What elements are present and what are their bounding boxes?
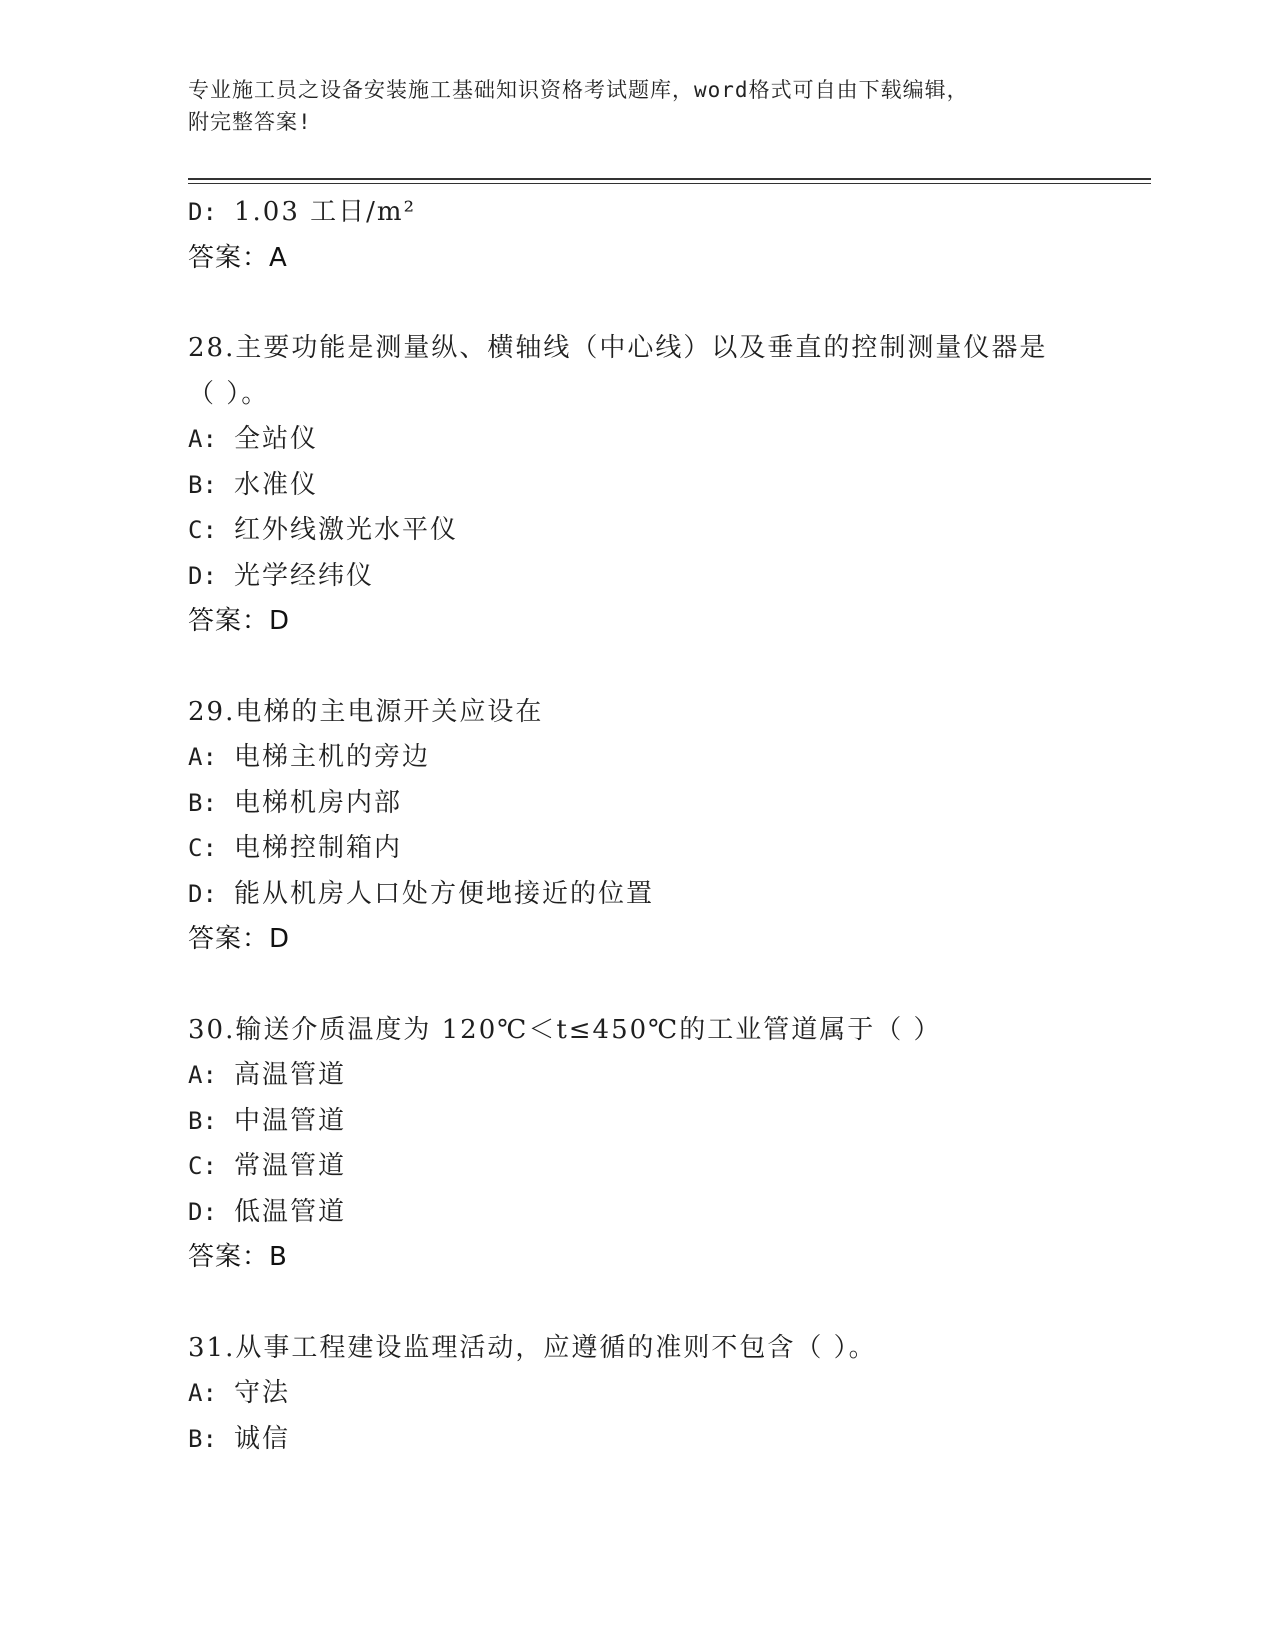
prev-option-d: [188, 190, 1118, 236]
spacer: [188, 963, 1118, 1008]
option-a: [188, 1053, 1118, 1099]
question-content: [188, 190, 1118, 1462]
question-31: [188, 1326, 1118, 1463]
question-29: [188, 690, 1118, 963]
option-key: B:: [188, 1106, 217, 1135]
option-text: 诚信: [234, 1423, 291, 1454]
page-header: [188, 74, 1068, 138]
option-d: [188, 872, 1118, 918]
header-divider-thick: [188, 178, 1151, 180]
header-divider-thin: [188, 183, 1151, 184]
spacer: [188, 645, 1118, 690]
option-text: 能从机房人口处方便地接近的位置: [234, 878, 655, 909]
option-text: 电梯控制箱内: [234, 833, 403, 863]
answer: 答案：D: [188, 924, 291, 954]
option-b: [188, 781, 1118, 827]
option-c: [188, 508, 1118, 554]
question-30: [188, 1008, 1118, 1281]
question-stem-continued: （ ）。: [188, 378, 270, 409]
option-key: B:: [188, 470, 217, 499]
option-text: 中温管道: [234, 1105, 347, 1136]
prev-answer: 答案：A: [188, 242, 288, 273]
option-text: 1.03 工日/m²: [234, 197, 416, 227]
option-text: 水准仪: [234, 469, 319, 500]
option-key: A:: [188, 1061, 217, 1089]
question-stem: 31.从事工程建设监理活动，应遵循的准则不包含（ ）。: [188, 1332, 877, 1363]
spacer: [188, 1281, 1118, 1326]
option-text: 低温管道: [234, 1196, 347, 1227]
option-d: [188, 1190, 1118, 1236]
option-key: D:: [188, 879, 217, 908]
option-key: D:: [188, 1197, 217, 1226]
option-d: [188, 554, 1118, 600]
answer: 答案：D: [188, 606, 291, 636]
answer: 答案：B: [188, 1242, 288, 1272]
option-b: [188, 1099, 1118, 1145]
question-28: [188, 326, 1118, 645]
question-stem: 29.电梯的主电源开关应设在: [188, 696, 544, 727]
option-c: [188, 1144, 1118, 1190]
option-b: [188, 1417, 1118, 1463]
option-key: C:: [188, 1152, 217, 1180]
header-line-1: 专业施工员之设备安装施工基础知识资格考试题库，word格式可自由下载编辑，: [188, 78, 969, 102]
option-key: D:: [188, 198, 217, 226]
option-key: A:: [188, 743, 217, 771]
option-text: 高温管道: [234, 1060, 347, 1090]
option-text: 光学经纬仪: [234, 560, 375, 591]
option-key: B:: [188, 788, 217, 817]
option-b: [188, 463, 1118, 509]
option-key: A:: [188, 1379, 217, 1407]
option-text: 常温管道: [234, 1151, 347, 1181]
option-key: A:: [188, 425, 217, 453]
option-key: C:: [188, 834, 217, 862]
option-a: [188, 1371, 1118, 1417]
option-text: 全站仪: [234, 424, 319, 454]
header-line-2: 附完整答案!: [188, 110, 312, 134]
option-a: [188, 735, 1118, 781]
option-a: [188, 417, 1118, 463]
spacer: [188, 281, 1118, 326]
option-key: C:: [188, 516, 217, 544]
option-text: 红外线激光水平仪: [234, 515, 459, 545]
question-stem: 30.输送介质温度为 120℃＜t≤450℃的工业管道属于（ ）: [188, 1014, 942, 1045]
option-text: 守法: [234, 1378, 291, 1408]
option-key: D:: [188, 561, 217, 590]
option-key: B:: [188, 1424, 217, 1453]
question-stem: 28.主要功能是测量纵、横轴线（中心线）以及垂直的控制测量仪器是: [188, 333, 1048, 363]
option-c: [188, 826, 1118, 872]
option-text: 电梯机房内部: [234, 787, 403, 818]
option-text: 电梯主机的旁边: [234, 742, 431, 772]
